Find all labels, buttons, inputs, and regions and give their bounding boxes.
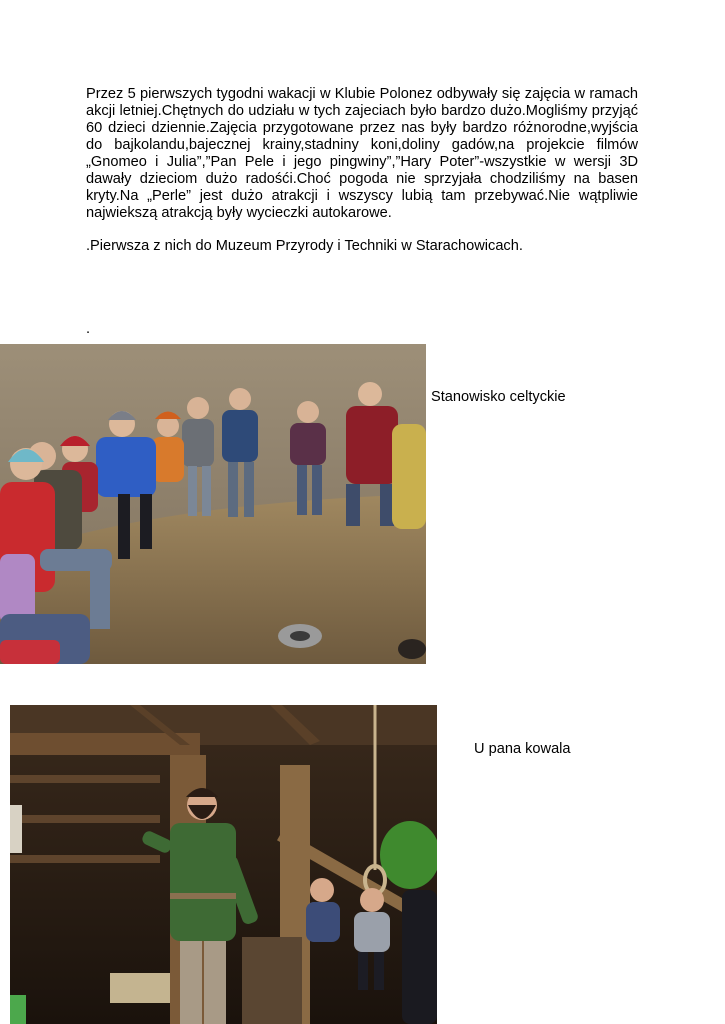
intro-paragraph: Przez 5 pierwszych tygodni wakacji w Klubie Polonez odbywały się zajęcia w ramach akcji letniej.Chętnych do udziału w tych zajeciach było bardzo dużo.Mogliśmy przyjąć 60 dzieci dziennie.Zajęcia przygotowane przez nas były bardzo różnorodne,wyjścia do bajkolandu,bajecznej krainy,stadniny koni,doliny gadów,na projekcie filmów „Gnomeo i Julia”,”Pan Pele i jego pingwiny”,”Hary Poter”-wszystkie w wersji 3D dawały dzieciom dużo radośći.Choć pogoda nie sprzyjała chodziliśmy na basen kryty.Na „Perle” jest dużo atrakcji i wszyscy lubią tam przebywać.Nie wątpliwie najwiekszą atrakcją były wycieczki autokarowe. xyxy=(86,86,638,221)
photo-celtic-station xyxy=(0,344,426,664)
photo-blacksmith xyxy=(10,705,437,1024)
photo-caption: Stanowisko celtyckie xyxy=(431,389,566,405)
museum-paragraph: .Pierwsza z nich do Muzeum Przyrody i Techniki w Starachowicach. xyxy=(86,238,523,254)
separator-dot: . xyxy=(86,321,91,337)
photo-caption: U pana kowala xyxy=(474,741,571,757)
